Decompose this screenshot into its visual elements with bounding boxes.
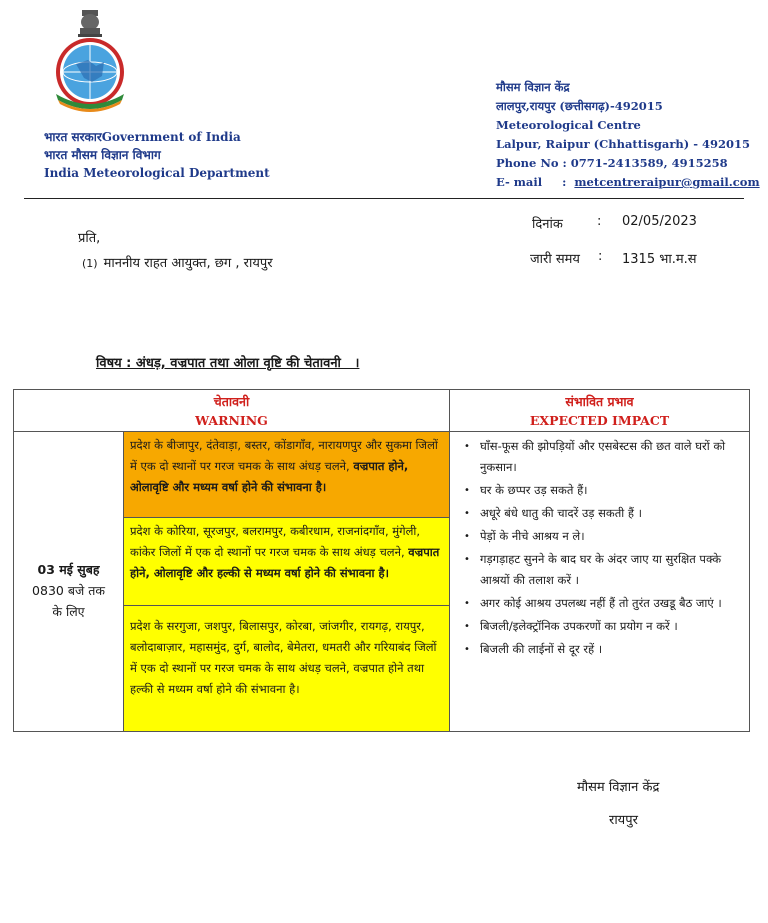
warning-header-english: WARNING: [195, 413, 268, 428]
date-label: दिनांक: [532, 217, 563, 232]
warning-table: [13, 389, 750, 732]
header-right-phone: Phone No : 0771-2413589, 4915258: [496, 156, 728, 170]
list-item: [464, 480, 741, 503]
validity-cell: [14, 432, 124, 732]
email-link[interactable]: metcentreraipur@gmail.com: [574, 175, 760, 189]
email-label: E- mail :: [496, 175, 567, 189]
warning-text: प्रदेश के कोरिया, सूरजपुर, बलरामपुर, कबीरधाम, राजनांदगाँव, मुंगेली, कांकेर जिलों में एक दो स्थानों पर गरज चमक के साथ अंधड़ चलने,: [130, 524, 421, 559]
impact-header-hindi: संभावित प्रभाव: [565, 394, 634, 409]
header-right-line1: मौसम विज्ञान केंद्र: [496, 80, 570, 94]
validity-line1: 03 मई सुबह: [37, 562, 100, 577]
impact-header: [450, 390, 750, 432]
header-left-english: Government of India: [101, 130, 241, 144]
list-item: [464, 616, 741, 639]
addressee-number: (1): [82, 257, 98, 270]
bullet-icon: •: [464, 644, 470, 655]
signature-city: रायपुर: [609, 813, 638, 828]
impact-text: अधूरे बंधे धातु की चादरें उड़ सकती हैं ।: [480, 506, 643, 520]
list-item: [464, 436, 741, 480]
imd-seal-icon: [56, 38, 124, 112]
impact-text: घाँस-फूस की झोपड़ियों और एसबेस्टस की छत वाले घरों को नुकसान।: [480, 439, 726, 474]
imd-logo: [44, 8, 136, 112]
impact-text: बिजली/इलेक्ट्रॉनिक उपकरणों का प्रयोग न करें ।: [480, 619, 678, 633]
header-right-email-row: [496, 173, 760, 192]
list-item: [464, 526, 741, 549]
list-item: [464, 593, 741, 616]
impact-list: [460, 436, 741, 662]
warning-header: [14, 390, 450, 432]
header-divider: [24, 198, 744, 199]
header-right-line4: Lalpur, Raipur (Chhattisgarh) - 492015: [496, 137, 751, 151]
time-label: जारी समय: [530, 252, 580, 267]
bullet-icon: •: [464, 485, 470, 496]
date-value: 02/05/2023: [622, 214, 697, 229]
bullet-icon: •: [464, 554, 470, 565]
warning-cell-yellow: [124, 518, 450, 606]
warning-text-bold: वज्रपात होने, ओलावृष्टि और हल्की से मध्यम वर्षा होने की संभावना है।: [130, 545, 440, 580]
impact-cell: [450, 432, 750, 732]
bullet-icon: •: [464, 508, 470, 519]
warning-header-hindi: चेतावनी: [213, 394, 250, 409]
impact-text: गड़गड़ाहट सुनने के बाद घर के अंदर जाए या सुरक्षित पक्के आश्रयों की तलाश करें ।: [480, 552, 722, 587]
addressee-line: [82, 253, 273, 271]
list-item: [464, 639, 741, 662]
time-value: 1315 भा.म.स: [622, 252, 697, 267]
list-item: [464, 549, 741, 593]
bullet-icon: •: [464, 441, 470, 452]
table-row: [14, 432, 750, 518]
header-right: [496, 78, 760, 192]
header-right-line2: लालपुर,रायपुर (छत्तीसगढ़)-492015: [496, 99, 663, 113]
impact-text: बिजली की लाईनों से दूर रहें ।: [480, 642, 603, 656]
impact-text: अगर कोई आश्रय उपलब्ध नहीं हैं तो तुरंत उखडू बैठ जाएं ।: [480, 596, 722, 610]
warning-text-bold: वज्रपात होने, ओलावृष्टि और मध्यम वर्षा होने की संभावना है।: [130, 459, 409, 494]
validity-line3: के लिए: [52, 604, 85, 619]
date-colon: :: [597, 214, 602, 229]
header-left-dept-english: India Meteorological Department: [44, 166, 270, 180]
warning-cell-orange: [124, 432, 450, 518]
header-left-dept-hindi: भारत मौसम विज्ञान विभाग: [44, 148, 161, 162]
list-item: [464, 503, 741, 526]
validity-line2: 0830 बजे तक: [32, 583, 105, 598]
table-header-row: [14, 390, 750, 432]
impact-text: पेड़ों के नीचे आश्रय न ले।: [480, 529, 585, 543]
bullet-icon: •: [464, 531, 470, 542]
bullet-icon: •: [464, 598, 470, 609]
signature-office: मौसम विज्ञान केंद्र: [577, 780, 660, 795]
national-emblem-icon: [78, 10, 102, 37]
warning-cell-yellow: [124, 606, 450, 732]
time-colon: :: [598, 249, 603, 264]
warning-text: प्रदेश के सरगुजा, जशपुर, बिलासपुर, कोरबा, जांजगीर, रायगढ़, रायपुर, बलोदाबाज़ार, महासमुंद, दुर्ग, बालोद, बेमेतरा, धमतरी और गरियाबंद जिलों में एक दो स्थानों पर गरज चमक के साथ अंधड़ चलने, वज्रपात होने तथा हल्की से मध्यम वर्षा होने की संभावना है।: [130, 619, 437, 696]
bullet-icon: •: [464, 621, 470, 632]
header-left: [44, 128, 270, 182]
impact-text: घर के छप्पर उड़ सकते हैं।: [480, 483, 588, 497]
subject-line: विषय : अंधड़, वज्रपात तथा ओला वृष्टि की चेतावनी ।: [96, 356, 360, 371]
warning-text: प्रदेश के बीजापुर, दंतेवाड़ा, बस्तर, कोंडागाँव, नारायणपुर और सुकमा जिलों में एक दो स्थानों पर गरज चमक के साथ अंधड़ चलने,: [130, 438, 438, 473]
impact-header-english: EXPECTED IMPACT: [529, 413, 670, 428]
header-right-line3: Meteorological Centre: [496, 118, 641, 132]
addressee-name: माननीय राहत आयुक्त, छग , रायपुर: [103, 256, 273, 271]
to-label: प्रति,: [78, 231, 101, 246]
header-left-hindi: भारत सरकार: [44, 130, 102, 144]
